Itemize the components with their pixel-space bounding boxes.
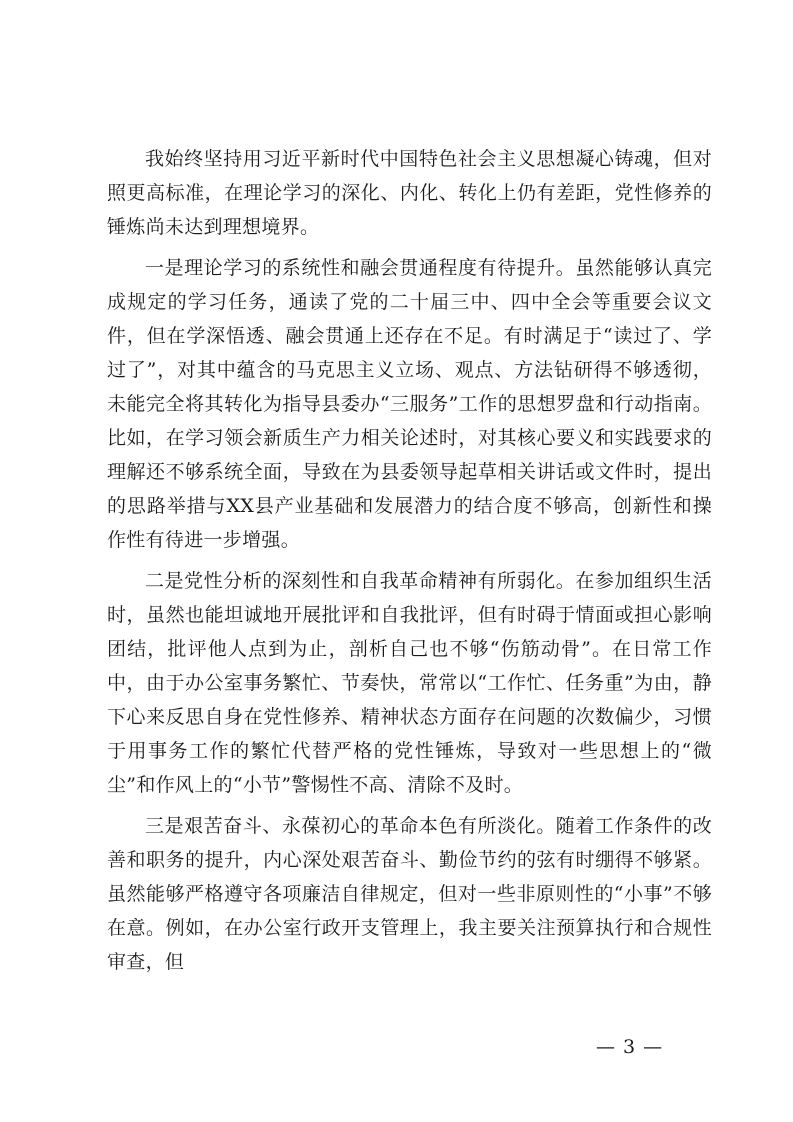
paragraph-point-two: 二是党性分析的深刻性和自我革命精神有所弱化。在参加组织生活时，虽然也能坦诚地开展批评和自我批评，但有时碍于情面或担心影响团结，批评他人点到为止，剖析自己也不够“伤筋动骨”。在日常工作中，由于办公室事务繁忙、节奏快，常常以“工作忙、任务重”为由，静下心来反思自身在党性修养、精神状态方面存在问题的次数偏少，习惯于用事务工作的繁忙代替严格的党性锤炼，导致对一些思想上的“微尘”和作风上的“小节”警惕性不高、清除不及时。: [107, 570, 712, 796]
paragraph-point-one: 一是理论学习的系统性和融会贯通程度有待提升。虽然能够认真完成规定的学习任务，通读了党的二十届三中、四中全会等重要会议文件，但在学深悟透、融会贯通上还存在不足。有时满足于“读过了、学过了”，对其中蕴含的马克思主义立场、观点、方法钻研得不够透彻，未能完全将其转化为指导县委办“三服务”工作的思想罗盘和行动指南。比如，在学习领会新质生产力相关论述时，对其核心要义和实践要求的理解还不够系统全面，导致在为县委领导起草相关讲话或文件时，提出的思路举措与XX县产业基础和发展潜力的结合度不够高，创新性和操作性有待进一步增强。: [107, 257, 712, 551]
document-body: [107, 142, 712, 986]
page-number: — 3 —: [596, 1036, 664, 1058]
paragraph-point-three: 三是艰苦奋斗、永葆初心的革命本色有所淡化。随着工作条件的改善和职务的提升，内心深处艰苦奋斗、勤俭节约的弦有时绷得不够紧。虽然能够严格遵守各项廉洁自律规定，但对一些非原则性的“小事”不够在意。例如，在办公室行政开支管理上，我主要关注预算执行和合规性审查，但: [107, 815, 712, 973]
paragraph-intro: 我始终坚持用习近平新时代中国特色社会主义思想凝心铸魂，但对照更高标准，在理论学习的深化、内化、转化上仍有差距，党性修养的锤炼尚未达到理想境界。: [107, 148, 712, 238]
